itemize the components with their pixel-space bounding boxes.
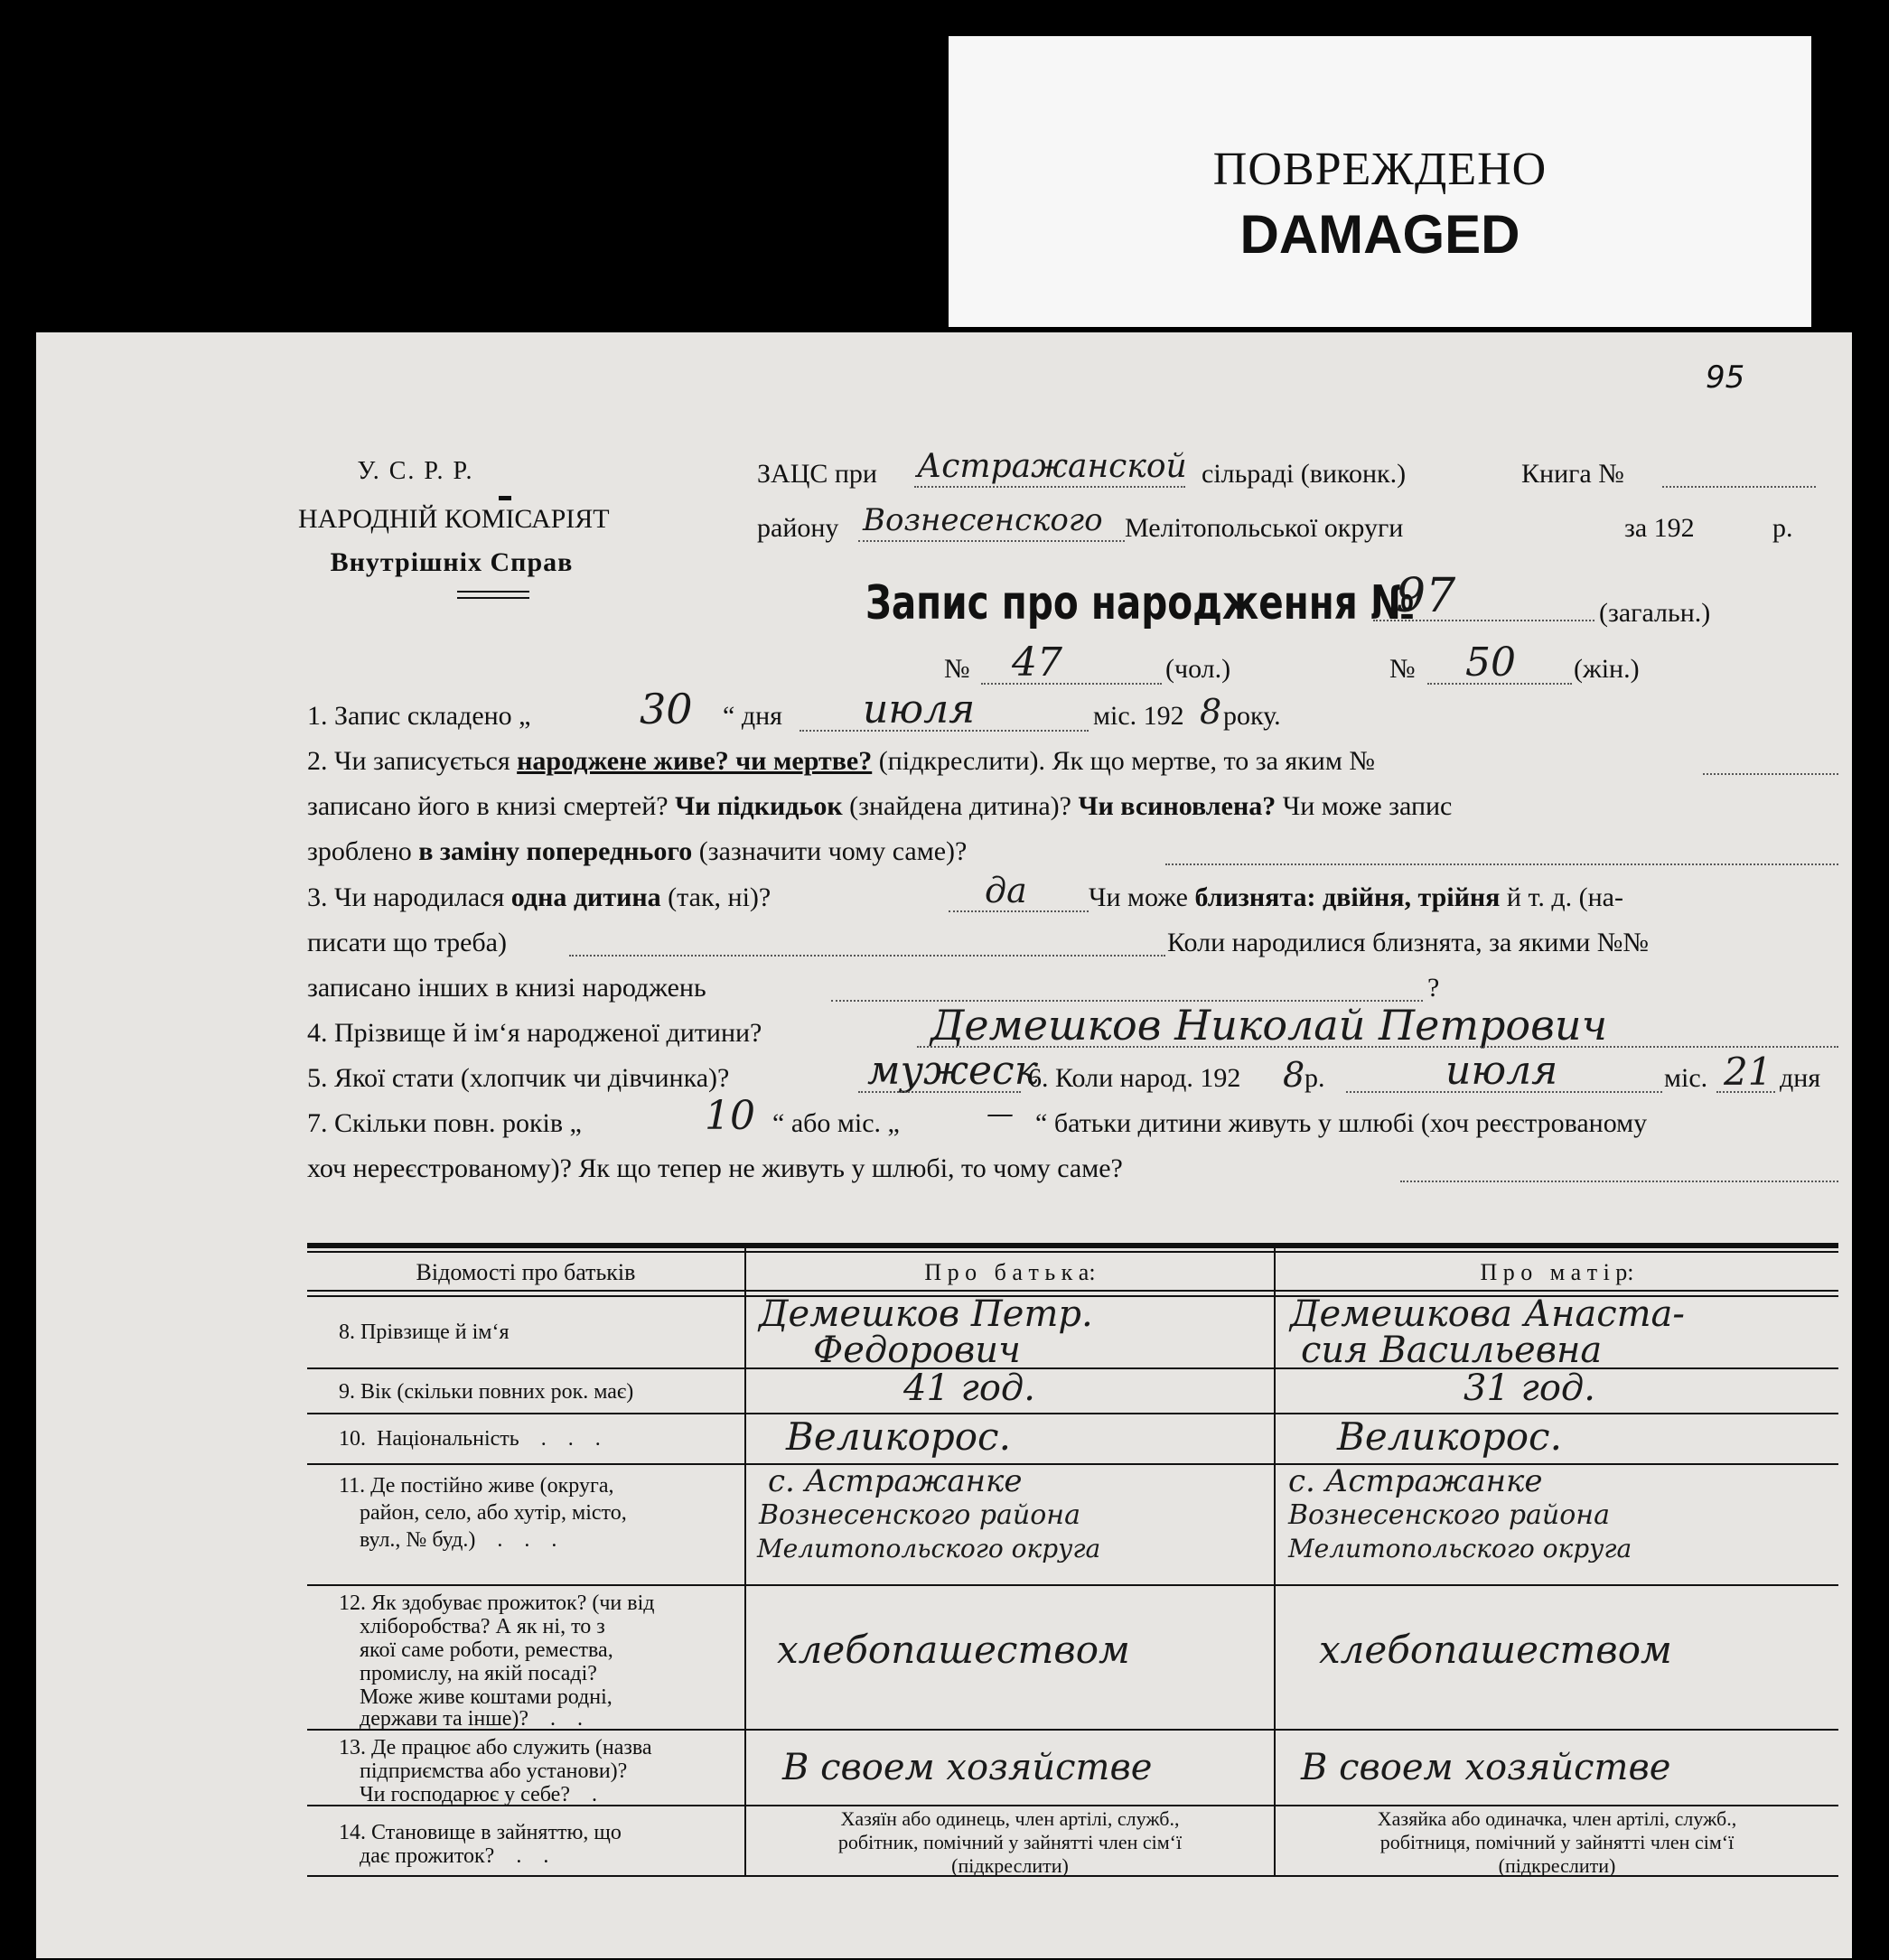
q6-label: 6. Коли народ. 192 [1028, 1063, 1241, 1093]
selrada-handwritten: Астражанской [917, 448, 1187, 485]
q3-answer: да [985, 871, 1027, 910]
table-row-rule [307, 1413, 1838, 1414]
q6-year-suffix: р. [1305, 1063, 1325, 1093]
q6-month-label: міс. [1664, 1063, 1708, 1093]
row-12-label-2: хліборобства? А як ні, то з [360, 1615, 605, 1638]
q7-months: — [987, 1098, 1014, 1130]
father-residence-2: Вознесенского района [759, 1499, 1080, 1531]
header-department: Внутрішніх Справ [330, 547, 574, 577]
row-12-label-6: держави та інше)? . . [360, 1707, 583, 1731]
row-13-label-2: підприємства або установи)? [360, 1759, 628, 1783]
q3-line-3a: записано інших в книзі народжень [307, 973, 706, 1003]
row-11-label-2: район, село, або хутір, місто, [360, 1501, 627, 1525]
q2-reason-field [1165, 863, 1838, 865]
row-13-label-3: Чи господарює у себе? . [360, 1783, 597, 1806]
q4-label: 4. Прізвище й ім‘я народженої дитини? [307, 1018, 762, 1048]
row-11-label-1: 11. Де постійно живе (округа, [339, 1474, 614, 1498]
general-label: (загальн.) [1599, 598, 1711, 628]
q7-months-label: “ або міс. „ [772, 1108, 900, 1138]
row-10-label: 10. Національність . . . [339, 1427, 601, 1451]
father-name-line-1: Демешков Петр. [759, 1293, 1093, 1335]
table-top-rule [307, 1243, 1838, 1248]
table-row-rule [307, 1290, 1838, 1292]
table-header-info: Відомості про батьків [416, 1259, 636, 1285]
female-label: (жін.) [1574, 654, 1640, 684]
table-top-rule [307, 1251, 1838, 1253]
female-number-field [1427, 683, 1572, 685]
q3-twins-field [569, 955, 1165, 957]
father-occupation-status-1: Хазяїн або одинець, член артілі, служб., [840, 1807, 1180, 1830]
q3-line-2b: Коли народилися близнята, за якими №№ [1167, 928, 1650, 957]
mother-occupation-status-2: робітниця, помічний у зайнятті член сім‘ї [1379, 1831, 1735, 1853]
q4-answer-field [917, 1046, 1838, 1048]
q5-answer: мужеск [867, 1048, 1038, 1094]
q2-line-2: записано його в книзі смертей? Чи підкидьок (знайдена дитина)? Чи всиновлена? Чи може запис [307, 791, 1453, 821]
q3-line-1b: Чи може близнята: двійня, трійня й т. д. (на- [1089, 882, 1623, 912]
header-commissariat: НАРОДНІЙ КОМІСАРІЯТ [298, 504, 610, 534]
mother-occupation-status-1: Хазяйка або одиначка, член артілі, служб., [1377, 1807, 1737, 1830]
row-8-label: 8. Прівзище й ім‘я [339, 1321, 510, 1344]
q2-line-1: 2. Чи записується народжене живе? чи мертве? (підкреслити). Як що мертве, то за яким № [307, 746, 1375, 776]
q1-month-field [800, 730, 1089, 732]
table-row-rule [307, 1463, 1838, 1465]
row-12-label-4: промислу, на якій посаді? [360, 1662, 597, 1685]
q3-line-1a: 3. Чи народилася одна дитина (так, ні)? [307, 882, 771, 912]
row-9-label: 9. Вік (скільки повних рок. має) [339, 1380, 634, 1404]
q7-line-2: хоч нереєстрованому)? Як що тепер не живуть у шлюбі, то чому саме? [307, 1153, 1123, 1183]
damaged-label [949, 36, 1811, 327]
book-label: Книга № [1521, 459, 1624, 489]
general-number-field [1373, 620, 1594, 621]
female-number-label: № [1389, 654, 1416, 684]
header-country: У. С. Р. Р. [357, 457, 474, 485]
divider [499, 496, 511, 500]
father-residence-1: с. Астражанке [768, 1463, 1023, 1499]
q1-label: 1. Запис складено „ [307, 701, 531, 731]
book-number-field [1662, 486, 1816, 488]
mother-residence-3: Мелитопольского округа [1288, 1534, 1632, 1563]
general-number: 97 [1396, 569, 1456, 623]
q1-year-label: міс. 192 [1093, 701, 1184, 731]
mother-workplace: В своем хозяйстве [1301, 1747, 1671, 1788]
q1-year-suffix: року. [1223, 701, 1281, 731]
father-residence-3: Мелитопольского округа [757, 1534, 1101, 1563]
raion-field [858, 540, 1125, 542]
raion-handwritten: Вознесенского [863, 502, 1103, 538]
table-column-rule [744, 1248, 746, 1875]
mother-livelihood: хлебопашеством [1319, 1628, 1672, 1672]
q1-year-digit: 8 [1200, 692, 1222, 732]
row-12-label-3: якої саме роботи, ремества, [360, 1638, 613, 1662]
mother-occupation-status-3: (підкреслити) [1498, 1854, 1616, 1877]
damaged-label-ua: ПОВРЕЖДЕНО [1212, 144, 1548, 195]
year-label: за 192 [1624, 513, 1695, 543]
damaged-label-en: DAMAGED [1239, 204, 1520, 265]
q1-day: 30 [640, 685, 693, 733]
father-name-line-2: Федорович [813, 1330, 1021, 1371]
row-12-label-5: Може живе коштами родні, [360, 1685, 613, 1709]
male-number-field [981, 683, 1162, 685]
male-number: 47 [1012, 639, 1062, 686]
father-livelihood: хлебопашеством [777, 1628, 1130, 1672]
q2-line-3: зроблено в заміну попереднього (зазначити чому саме)? [307, 836, 968, 866]
table-column-rule [1274, 1248, 1276, 1875]
birth-record-form [36, 332, 1852, 1958]
father-occupation-status-2: робітник, помічний у зайнятті член сім‘ї [837, 1831, 1183, 1853]
row-14-label-1: 14. Становище в зайняттю, що [339, 1821, 622, 1844]
table-row-rule [307, 1584, 1838, 1586]
table-header-mother: П р о м а т і р: [1480, 1259, 1634, 1285]
q1-month: июля [863, 686, 976, 733]
q6-day: 21 [1724, 1050, 1772, 1094]
mother-residence-2: Вознесенского района [1288, 1499, 1610, 1531]
q3-answer-field [949, 910, 1089, 912]
q6-month: июля [1445, 1048, 1558, 1094]
mother-residence-1: с. Астражанке [1288, 1463, 1543, 1499]
divider [457, 597, 529, 599]
q7-years: 10 [705, 1093, 755, 1139]
father-workplace: В своем хозяйстве [782, 1747, 1153, 1788]
q7-reason-field [1400, 1181, 1838, 1182]
q1-day-suffix: “ дня [723, 701, 782, 731]
q5-answer-field [858, 1091, 1021, 1093]
q6-day-field [1716, 1091, 1775, 1093]
q5-label: 5. Якої стати (хлопчик чи дівчинка)? [307, 1063, 730, 1093]
male-number-label: № [944, 654, 970, 684]
q4-answer: Демешков Николай Петрович [930, 1001, 1608, 1050]
q7-line-1-rest: “ батьки дитини живуть у шлюбі (хоч реєстрованому [1035, 1108, 1648, 1138]
mother-age: 31 год. [1464, 1367, 1595, 1409]
page-number: 95 [1706, 359, 1745, 396]
female-number: 50 [1465, 639, 1516, 686]
table-row-rule [307, 1367, 1838, 1369]
row-12-label-1: 12. Як здобуває прожиток? (чи від [339, 1591, 655, 1615]
row-11-label-3: вул., № буд.) . . . [360, 1528, 557, 1552]
q2-number-field [1703, 773, 1838, 775]
q3-line-2a: писати що треба) [307, 928, 507, 957]
divider [457, 591, 529, 593]
mother-nationality: Великорос. [1337, 1414, 1562, 1459]
selrada-field [914, 486, 1185, 488]
raion-prefix: району [757, 513, 839, 543]
father-occupation-status-3: (підкреслити) [951, 1854, 1069, 1877]
q7-label: 7. Скільки повн. років „ [307, 1108, 582, 1138]
zacs-prefix: ЗАЦС при [757, 459, 877, 489]
mother-name-line-2: сия Васильевна [1301, 1330, 1603, 1371]
row-14-label-2: дає прожиток? . . [360, 1844, 549, 1868]
q6-day-label: дня [1780, 1063, 1821, 1093]
q6-year-digit: 8 [1283, 1055, 1305, 1095]
q6-month-field [1346, 1091, 1662, 1093]
form-title: Запис про народження № [865, 576, 1415, 630]
male-label: (чол.) [1165, 654, 1231, 684]
father-nationality: Великорос. [786, 1414, 1011, 1459]
selrada-suffix: сільраді (виконк.) [1202, 459, 1407, 489]
row-13-label-1: 13. Де працює або служить (назва [339, 1736, 652, 1759]
mother-name-line-1: Демешкова Анаста- [1290, 1293, 1685, 1335]
okruha-label: Мелітопольської округи [1125, 513, 1404, 543]
table-header-father: П р о б а т ь к а: [924, 1259, 1096, 1285]
father-age: 41 год. [903, 1367, 1035, 1409]
q3-line-3b: ? [1427, 973, 1440, 1003]
year-suffix: р. [1772, 513, 1793, 543]
